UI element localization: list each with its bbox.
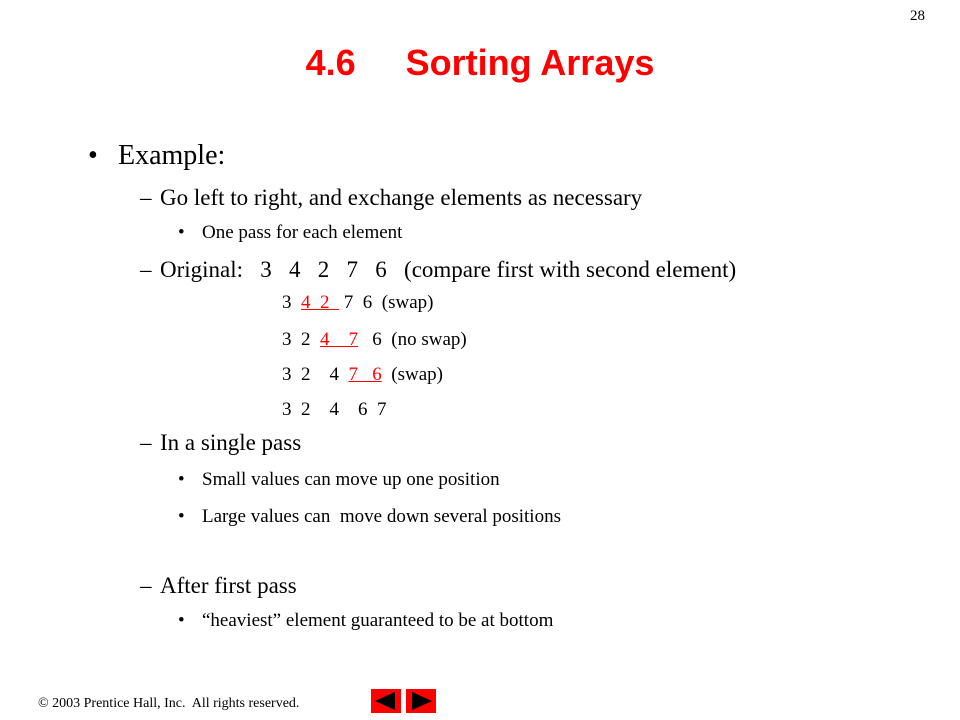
trace-pair: 4 7 — [320, 329, 358, 350]
bullet-dot: • — [178, 222, 185, 243]
trace-pre: 3 2 4 6 7 — [282, 399, 387, 420]
sub-original: Original: 3 4 2 7 6 (compare first with second element) — [160, 257, 737, 282]
bullet-dot: • — [178, 506, 185, 527]
trace-line — [282, 292, 433, 314]
bullet-dot: • — [88, 140, 98, 171]
trace-line — [282, 364, 443, 386]
left-arrow-icon — [371, 689, 401, 713]
bullet-dot: • — [178, 469, 185, 490]
trace-line — [282, 399, 387, 421]
sub-small-values: Small values can move up one position — [202, 469, 500, 490]
sub-after-first: After first pass — [160, 573, 297, 598]
trace-line — [282, 329, 467, 351]
sub-large-values: Large values can move down several positions — [202, 506, 561, 527]
slide-title: 4.6 Sorting Arrays — [305, 42, 655, 83]
dash-marker: – — [140, 185, 152, 210]
next-slide-button[interactable] — [406, 689, 436, 713]
copyright-icon: © — [38, 696, 49, 711]
trace-pre: 3 2 4 — [282, 364, 349, 385]
trace-pair: 7 6 — [348, 364, 382, 385]
sub-heaviest: “heaviest” element guaranteed to be at bottom — [202, 610, 554, 631]
dash-marker: – — [140, 430, 152, 455]
trace-post: 7 6 (swap) — [339, 292, 434, 313]
sub-one-pass: One pass for each element — [202, 222, 403, 243]
dash-marker: – — [140, 573, 152, 598]
bullet-example: Example: — [118, 140, 226, 171]
right-arrow-icon — [406, 689, 436, 713]
prev-slide-button[interactable] — [371, 689, 401, 713]
dash-marker: – — [140, 257, 152, 282]
trace-pre: 3 2 — [282, 329, 320, 350]
footer-copyright — [38, 696, 299, 712]
sub-go-left: Go left to right, and exchange elements as necessary — [160, 185, 643, 210]
page-number: 28 — [910, 8, 925, 24]
trace-pre: 3 — [282, 292, 301, 313]
sub-single-pass: In a single pass — [160, 430, 302, 455]
trace-post: 6 (no swap) — [358, 329, 467, 350]
bullet-dot: • — [178, 610, 185, 631]
footer-text: 2003 Prentice Hall, Inc. All rights reserved. — [52, 696, 300, 711]
trace-post: (swap) — [381, 364, 443, 385]
trace-pair: 4 2 — [301, 292, 339, 313]
